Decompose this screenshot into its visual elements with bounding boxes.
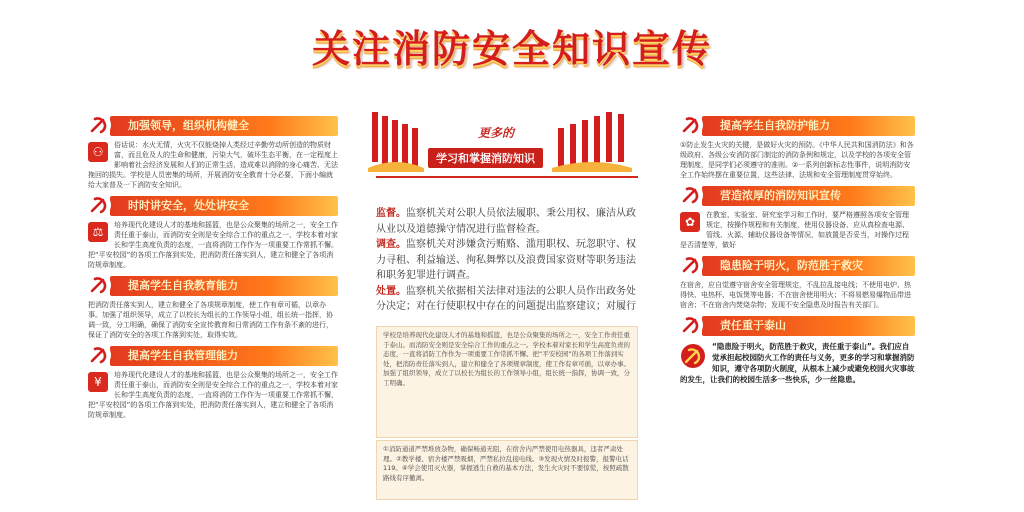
paragraph-label: 调查。 (376, 239, 406, 250)
section-heading-bar (110, 346, 338, 366)
red-flags-left-icon (368, 112, 424, 172)
paragraph-text: 监察机关依据相关法律对违法的公职人员作出政务处分决定；对在行使职权中存在的问题提出监察建议；对履行 (376, 285, 636, 312)
section-heading-bar (702, 186, 915, 206)
paragraph-label: 监督。 (376, 208, 406, 219)
center-info-box: 学校是培养现代化建设人才的基地和摇篮，也是公众聚集的场所之一，安全工作责任重于泰山。而消防安全则是安全综合工作的重点之一。学校本着对家长和学生高度负责的态度，一直将消防工作作为一项重要工作常抓不懈。把“平安校园”的各项工作落到实处，把消防责任落实到人，建立和健全了各项规章制度，使工作有章可循，以章办事。加强了组织领导，成立了以校长为组长的工作领导小组，组长统一指挥，协调一致，分工明确。 (376, 326, 638, 438)
section-heading: 时时讲安全，处处讲安全 (128, 199, 249, 212)
section-text: 培养现代化建设人才的基地和摇篮，也是公众聚集的场所之一，安全工作责任重于泰山，而消防安全则是安全综合工作的重点之一，学校本着对家长和学生高度负责的态度，一直将消防工作作为一项重要工作常抓不懈。把“平安校园”的各项工作落到实处，把消防责任落实到人，建立和健全了各项消防规章制度。 (88, 221, 338, 269)
section-text: “隐患险于明火，防范胜于救灾，责任重于泰山”。我们应自觉承担起校园防火工作的责任与义务，更多的学习和掌握消防知识，遵守各项防火制度，从根本上减少或避免校园火灾事故的发生，让我们的校园生活多一些快乐，少一丝隐患。 (680, 342, 915, 384)
section-text: 培养现代化建设人才的基地和摇篮，也是公众聚集的场所之一，安全工作责任重于泰山，而消防安全则是安全综合工作的重点之一，学校本着对家长和学生高度负责的态度，一直将消防工作作为一项重要工作常抓不懈，把“平安校园”的各项工作落到实处，把消防责任落实到人，建立和健全了各项消防规章制度。 (88, 371, 338, 419)
page-title: 关注消防安全知识宣传 (311, 27, 712, 71)
party-emblem-icon (680, 343, 706, 369)
party-emblem-icon (86, 272, 112, 298)
section-heading: 提高学生自我管理能力 (128, 349, 238, 362)
party-emblem-icon (678, 312, 704, 338)
section-heading-bar (110, 276, 338, 296)
paragraph-label: 处置。 (376, 285, 406, 297)
scales-icon: ⚖ (88, 222, 108, 242)
center-subtitle-small: 更多的 (478, 126, 515, 140)
paragraph-dispose (376, 284, 638, 315)
section-text-wrap (680, 341, 915, 385)
section-text: 在宿舍，应自觉遵守宿舍安全管理规定，不乱拉乱接电线；不使用电炉、热得快、电热杯、电饭煲等电器；不在宿舍使用明火；不将易燃易爆物品带进宿舍；不在宿舍内焚烧杂物；发现不安全隐患及时报告有关部门。 (680, 281, 911, 309)
party-emblem-icon (678, 182, 704, 208)
left-section-1 (88, 116, 338, 190)
right-section-2 (680, 186, 915, 250)
left-column (88, 116, 338, 426)
center-rules-box: ①消防通道严禁堆放杂物，确保畅通无阻，在宿舍内严禁使用电热器具，违者严肃处理。②教学楼、宿舍楼严禁吸烟，严禁私拉乱接电线。③发现火情及时报警，报警电话119。④学会使用灭火器，掌握逃生自救的基本方法，发生火灾时不要惊慌，按照疏散路线有序撤离。 (376, 440, 638, 500)
right-section-3 (680, 256, 915, 310)
right-section-4 (680, 316, 915, 385)
section-heading-bar (702, 116, 915, 136)
paragraph-supervise (376, 206, 638, 237)
center-divider (376, 176, 638, 178)
section-text-wrap (88, 220, 338, 270)
section-heading-bar (702, 256, 915, 276)
right-section-1 (680, 116, 915, 180)
party-emblem-icon (678, 112, 704, 138)
party-emblem-icon (86, 342, 112, 368)
section-text: 在教室、实验室、研究室学习和工作时，要严格遵照各项安全管理规定，按操作规程和有关制度，使用仪器设备、应从真检查电源、管线、火源、辅助仪器设备等情况，如放置是否妥当，对操作过程是否清楚等，做好 (680, 211, 909, 249)
section-heading-bar (110, 196, 338, 216)
section-heading: 提高学生自我教育能力 (128, 279, 238, 292)
section-text-wrap (88, 140, 338, 190)
plant-icon: ✿ (680, 212, 700, 232)
paragraph-investigate (376, 237, 638, 284)
center-subtitle: 学习和掌握消防知识 (428, 148, 543, 168)
left-section-3 (88, 276, 338, 340)
party-emblem-icon (86, 192, 112, 218)
section-text-wrap (88, 370, 338, 420)
center-paragraphs (376, 206, 638, 315)
people-icon: ⚇ (88, 142, 108, 162)
section-text: 把消防责任落实到人，建立和健全了各项规章制度，使工作有章可循，以章办事。加强了组织领导，成立了以校长为组长的工作领导小组，组长统一指挥，协调一致，分工明确，确保了消防安全宣传教育和日常消防工作有条不紊的进行，保证了消防安全的各项工作落到实处，取得实效。 (88, 301, 333, 339)
section-heading: 责任重于泰山 (720, 319, 786, 332)
red-flags-right-icon (552, 112, 632, 172)
section-heading: 加强领导，组织机构健全 (128, 119, 249, 132)
section-heading: 提高学生自我防护能力 (720, 119, 830, 132)
section-text-wrap (680, 210, 915, 250)
section-heading: 隐患险于明火，防范胜于救灾 (720, 259, 863, 272)
party-emblem-icon (678, 252, 704, 278)
left-section-4 (88, 346, 338, 420)
party-emblem-icon (86, 112, 112, 138)
paragraph-text: 监察机关对涉嫌贪污贿赂、滥用职权、玩忽职守、权力寻租、利益输送、徇私舞弊以及浪费国家资财等职务违法和职务犯罪进行调查。 (376, 239, 636, 281)
paragraph-text: 监察机关对公职人员依法履职、秉公用权、廉洁从政从业以及道德操守情况进行监督检查。 (376, 208, 636, 235)
section-heading: 营造浓厚的消防知识宣传 (720, 189, 841, 202)
section-heading-bar (110, 116, 338, 136)
section-heading-bar (702, 316, 915, 336)
right-column (680, 116, 915, 391)
section-text: ①防止发生火灾的关键，是做好火灾的预防。《中华人民共和国消防法》和各级政府、各级公安消防部门制定的消防条例和规定，以及学校的各项安全管理制度，是同学们必须遵守的准则。②一系列创新标志性事件，说明消防安全工作始终摆在重要位置，这些法律、法规和安全管理制度贯穿始终。 (680, 141, 914, 179)
left-section-2 (88, 196, 338, 270)
yen-icon: ¥ (88, 372, 108, 392)
section-text: 俗话说：水火无情，火灾不仅能烧掉人类经过辛勤劳动所创造的物质财富，而且危及人的生命和健康，污染大气，破坏生态平衡，在一定程度上影响着社会经济发展和人们的正常生活，造成难以消除的身心痛苦、无法挽回的损失。学校是人员密集的场所，开展消防安全教育十分必要，下面小编就给大家普及一下消防安全知识。 (88, 141, 338, 189)
